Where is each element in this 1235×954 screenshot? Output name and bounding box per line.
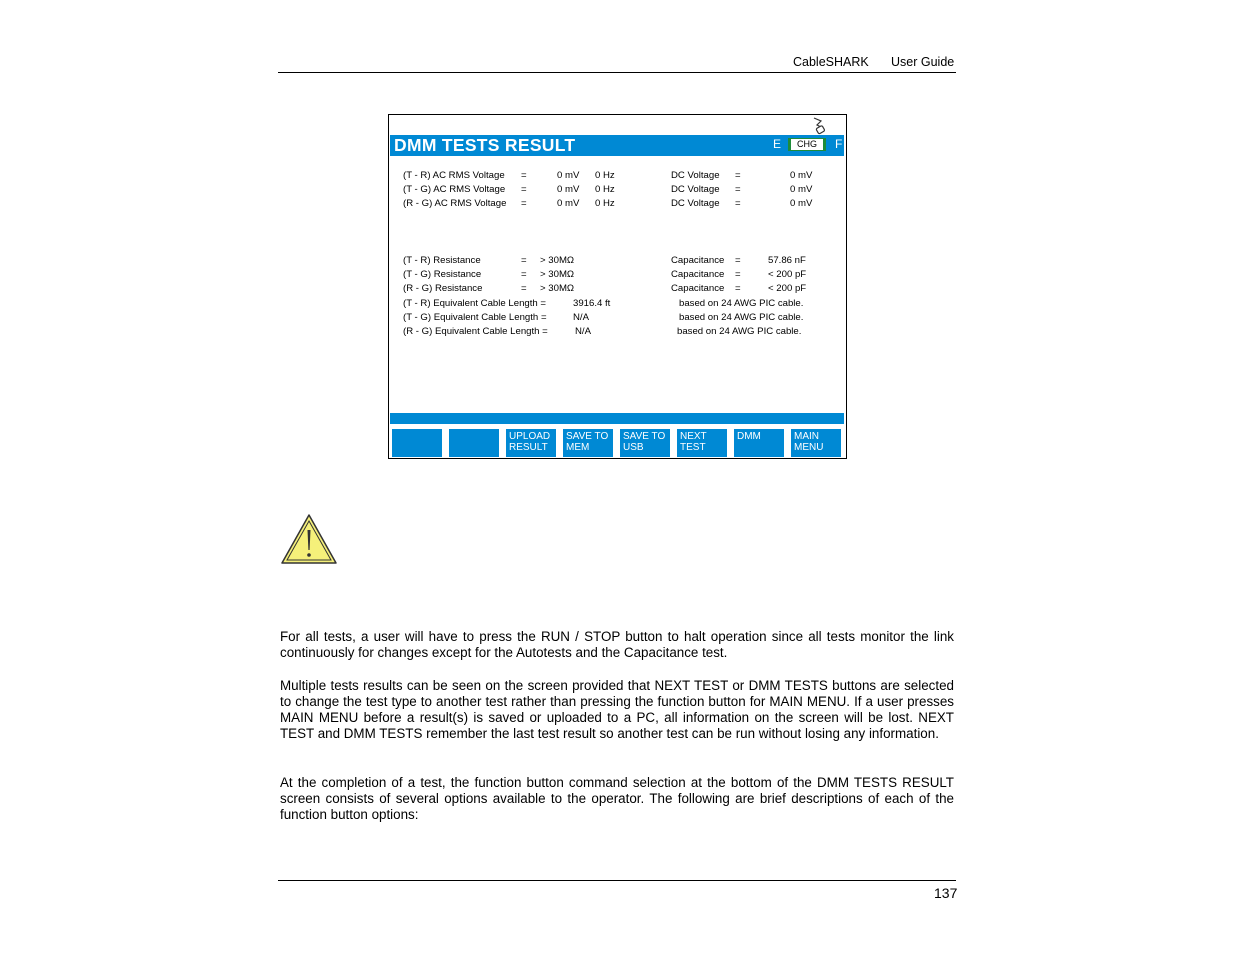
dc-value: 0 mV	[790, 198, 813, 209]
dc-value: 0 mV	[790, 184, 813, 195]
cable-length-note: based on 24 AWG PIC cable.	[679, 298, 804, 309]
charger-plug-icon	[811, 117, 827, 135]
page-header	[278, 54, 956, 73]
cable-length-value: 3916.4 ft	[573, 298, 611, 309]
screen-title: DMM TESTS RESULT	[394, 135, 576, 155]
function-key-label: SAVE TO	[566, 431, 609, 442]
page-number: 137	[934, 885, 958, 901]
resistance-value: > 30MΩ	[540, 283, 575, 294]
paragraph-run-stop: For all tests, a user will have to press the RUN / STOP button to halt operation since all tests monitor the link continuously for changes except for the Autotests and the Capacitance test.	[280, 629, 954, 660]
function-key-label: MAIN	[794, 431, 819, 442]
ac-hz: 0 Hz	[595, 198, 615, 209]
charge-status-badge	[788, 138, 826, 151]
resistance-label: (T - R) Resistance	[403, 255, 481, 266]
capacitance-value: 57.86 nF	[768, 255, 806, 266]
next-test-button[interactable]	[677, 429, 727, 457]
cable-length-value: N/A	[575, 326, 591, 337]
dc-eq: =	[735, 184, 741, 195]
capacitance-value: < 200 pF	[768, 269, 807, 280]
capacitance-value: < 200 pF	[768, 283, 807, 294]
function-key-label: USB	[623, 442, 644, 453]
paragraph-multiple-results: Multiple tests results can be seen on the screen provided that NEXT TEST or DMM TESTS buttons are selected to change the test type to another test rather than pressing the function button for MAIN MENU. If a user presses MAIN MENU before a result(s) is saved or uploaded to a PC, all information on the screen will be lost. NEXT TEST and DMM TESTS remember the last test result so another test can be run without losing any information.	[280, 678, 954, 741]
ac-hz: 0 Hz	[595, 170, 615, 181]
resistance-value: > 30MΩ	[540, 255, 575, 266]
dc-label: DC Voltage	[671, 184, 720, 195]
function-key-label: SAVE TO	[623, 431, 666, 442]
ac-label: (T - G) AC RMS Voltage	[403, 184, 506, 195]
capacitance-eq: =	[735, 255, 741, 266]
dc-label: DC Voltage	[671, 198, 720, 209]
screen-title-bar	[390, 135, 844, 156]
capacitance-label: Capacitance	[671, 269, 725, 280]
resistance-label: (R - G) Resistance	[403, 283, 483, 294]
screen-status-bar	[390, 413, 844, 424]
cable-length-value: N/A	[573, 312, 589, 323]
dmm-tests-result-screen	[388, 114, 847, 459]
ac-eq: =	[521, 198, 527, 209]
resistance-eq: =	[521, 255, 527, 266]
function-key-label: UPLOAD	[509, 431, 551, 442]
battery-full-indicator: F	[835, 137, 843, 151]
ac-mv: 0 mV	[557, 184, 580, 195]
capacitance-label: Capacitance	[671, 283, 725, 294]
ac-mv: 0 mV	[557, 170, 580, 181]
cable-length-label: (T - R) Equivalent Cable Length =	[403, 298, 547, 309]
resistance-eq: =	[521, 283, 527, 294]
function-key-label: RESULT	[509, 442, 548, 453]
function-key-label: MEM	[566, 442, 590, 453]
capacitance-label: Capacitance	[671, 255, 725, 266]
cable-length-label: (T - G) Equivalent Cable Length =	[403, 312, 547, 323]
page-footer-rule	[278, 880, 956, 881]
ac-hz: 0 Hz	[595, 184, 615, 195]
dmm-button[interactable]	[734, 429, 784, 457]
cable-length-note: based on 24 AWG PIC cable.	[679, 312, 804, 323]
resistance-label: (T - G) Resistance	[403, 269, 482, 280]
ac-label: (R - G) AC RMS Voltage	[403, 198, 507, 209]
header-guide: User Guide	[891, 55, 955, 69]
dc-eq: =	[735, 170, 741, 181]
function-key-f2[interactable]	[449, 429, 499, 457]
function-key-label: MENU	[794, 442, 824, 453]
capacitance-eq: =	[735, 269, 741, 280]
ac-mv: 0 mV	[557, 198, 580, 209]
capacitance-eq: =	[735, 283, 741, 294]
function-key-label: NEXT	[680, 431, 707, 442]
save-to-usb-button[interactable]	[620, 429, 670, 457]
ac-label: (T - R) AC RMS Voltage	[403, 170, 505, 181]
warning-icon	[280, 513, 338, 565]
charge-status-label: CHG	[791, 139, 823, 150]
main-menu-button[interactable]	[791, 429, 841, 457]
function-key-f1[interactable]	[392, 429, 442, 457]
upload-result-button[interactable]	[506, 429, 556, 457]
dc-value: 0 mV	[790, 170, 813, 181]
battery-empty-indicator: E	[773, 137, 782, 151]
resistance-eq: =	[521, 269, 527, 280]
cable-length-note: based on 24 AWG PIC cable.	[677, 326, 802, 337]
header-product: CableSHARK	[793, 55, 869, 69]
paragraph-function-buttons: At the completion of a test, the function button command selection at the bottom of the DMM TESTS RESULT screen consists of several options available to the operator. The following are brief descriptions of each of the function button options:	[280, 775, 954, 822]
resistance-value: > 30MΩ	[540, 269, 575, 280]
dc-label: DC Voltage	[671, 170, 720, 181]
cable-length-label: (R - G) Equivalent Cable Length =	[403, 326, 548, 337]
function-key-label: DMM	[737, 431, 761, 442]
ac-eq: =	[521, 170, 527, 181]
dc-eq: =	[735, 198, 741, 209]
function-key-label: TEST	[680, 442, 706, 453]
ac-eq: =	[521, 184, 527, 195]
save-to-mem-button[interactable]	[563, 429, 613, 457]
